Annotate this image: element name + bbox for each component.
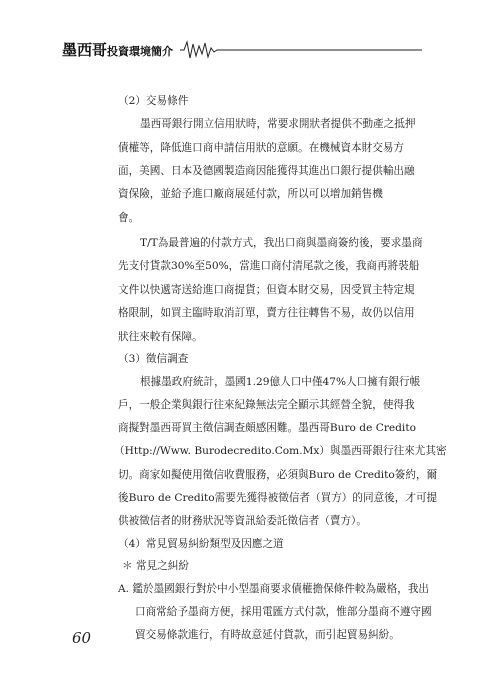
paragraph-line: 貿交易條款進行，有時故意延付貨款，而引起貿易糾紛。: [135, 629, 400, 641]
paragraph-line: 先支付貨款30%至50%，當進口商付清尾款之後，我商再將裝船: [118, 260, 420, 272]
paragraph-line: 格限制，如買主臨時取消訂單，賣方往往轉售不易，故仍以信用: [118, 307, 415, 319]
heading-trade-terms: （2）交易條件: [118, 95, 189, 107]
paragraph-line: （Http://Www. Burodecredito.Com.Mx）與墨西哥銀行往來尤其密: [114, 445, 447, 457]
paragraph-line: 文件以快遞寄送給進口商提貨；但資本財交易，因受買主特定規: [118, 284, 415, 296]
paragraph-line: 供被徵信者的財務狀況等資訊給委託徵信者（賣方）。: [118, 515, 367, 527]
paragraph-line: 根據墨政府統計，墨國1.29億人口中僅47%人口擁有銀行帳: [140, 376, 421, 388]
header-title-main: 墨西哥: [62, 41, 108, 59]
list-item-a: A. 鑑於墨國銀行對於中小型墨商要求債權擔保條件較為嚴格，我出: [118, 583, 430, 595]
paragraph-line: 口商常給予墨商方便，採用電匯方式付款，惟部分墨商不遵守國: [135, 606, 432, 618]
paragraph-line: 後Buro de Credito需要先獲得被徵信者（買方）的同意後，才可提: [118, 492, 438, 504]
paragraph-line: 狀往來較有保障。: [118, 331, 203, 343]
header-title-sub: 投資環境簡介: [107, 45, 174, 58]
page-number: 60: [72, 629, 92, 647]
paragraph-line: 資保險，並給予進口廠商展延付款，所以可以增加銷售機: [118, 188, 383, 200]
bullet-common-disputes: ＊ 常見之糾紛: [122, 560, 189, 572]
paragraph-line: 墨西哥銀行開立信用狀時，常要求開狀者提供不動產之抵押: [140, 118, 416, 130]
heading-trade-disputes: （4）常見貿易糾紛類型及因應之道: [118, 538, 284, 550]
paragraph-line: 切。商家如擬使用徵信收費服務，必須與Buro de Credito簽約，爾: [118, 469, 438, 481]
paragraph-line: 債權等，降低進口商申請信用狀的意願。在機械資本財交易方: [118, 142, 405, 154]
paragraph-line: 面，美國、日本及德國製造商因能獲得其進出口銀行提供輸出融: [118, 165, 415, 177]
heading-credit-check: （3）徵信調查: [118, 353, 189, 365]
paragraph-line: 會。: [118, 212, 140, 224]
paragraph-line: T/T為最普遍的付款方式，我出口商與墨商簽約後，要求墨商: [140, 237, 423, 249]
paragraph-line: 商擬對墨西哥買主徵信調查頗感困難。墨西哥Buro de Credito: [118, 422, 416, 434]
paragraph-line: 戶，一般企業與銀行往來紀錄無法完全顯示其經營全貌，使得我: [118, 399, 415, 411]
